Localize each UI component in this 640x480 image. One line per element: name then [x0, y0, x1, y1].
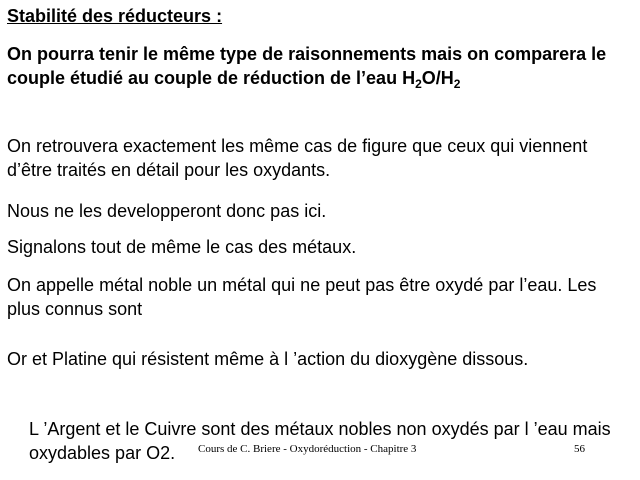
slide-title: Stabilité des réducteurs : — [7, 6, 223, 26]
formula-h2o-h2: $H_2O/H_2$ — [402, 68, 461, 91]
page-number: 56 — [574, 443, 585, 455]
paragraph-pas-ici: Nous ne les developperont donc pas ici. — [7, 201, 327, 221]
slide-footer: Cours de C. Briere - Oxydoréduction - Chapitre 3 — [198, 443, 417, 455]
paragraph-or-platine: Or et Platine qui résistent même à l ’action du dioxygène dissous. — [7, 349, 529, 369]
paragraph-argent-cuivre: L ’Argent et le Cuivre sont des métaux nobles non oxydés par l ’eau mais oxydables par O2. — [29, 419, 611, 463]
paragraph-reducteurs-intro-text: On pourra tenir le même type de raisonnements mais on comparera le couple étudié au couple de réduction de l’eau — [7, 44, 607, 88]
paragraph-meme-cas: On retrouvera exactement les même cas de figure que ceux qui viennent d’être traités en détail pour les oxydants. — [7, 136, 588, 180]
paragraph-reducteurs-intro — [7, 42, 617, 90]
paragraph-metaux: Signalons tout de même le cas des métaux. — [7, 237, 357, 257]
paragraph-metal-noble: On appelle métal noble un métal qui ne peut pas être oxydé par l’eau. Les plus connus sont — [7, 275, 597, 319]
